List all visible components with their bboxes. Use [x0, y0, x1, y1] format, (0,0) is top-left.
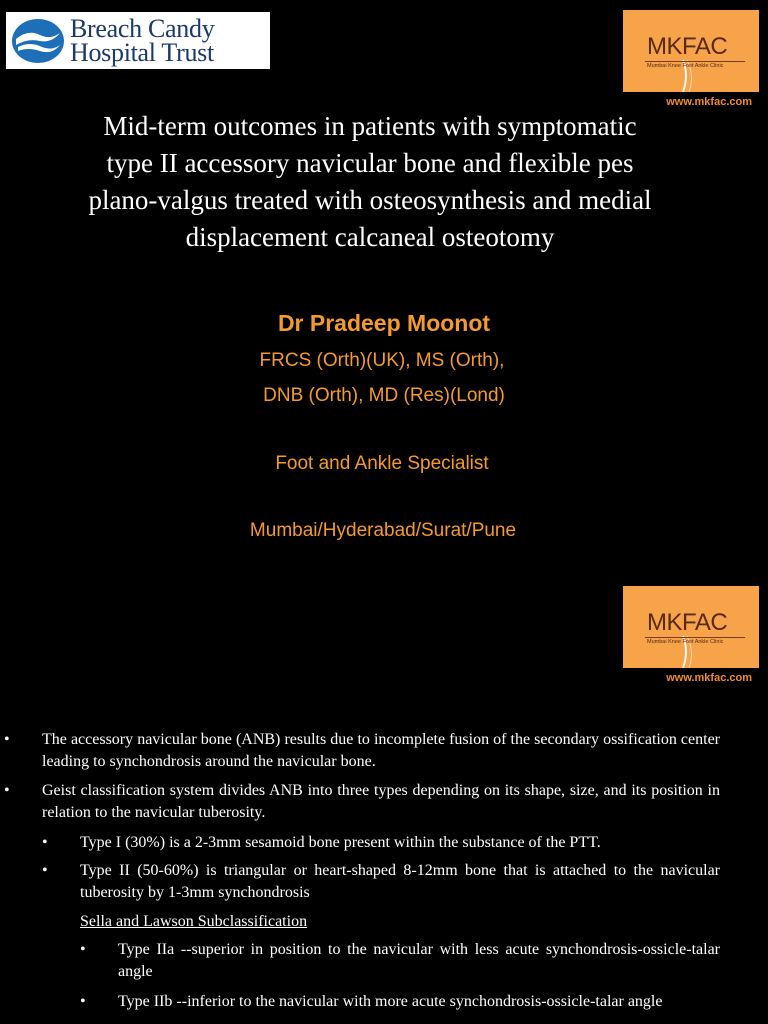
bullet-text: Type IIb --inferior to the navicular with more acute synchondrosis-ossicle-talar angle — [118, 993, 663, 1010]
presentation-title — [20, 108, 720, 256]
bullet-symbol: • — [42, 834, 48, 851]
title-line: displacement calcaneal osteotomy — [185, 222, 555, 252]
list-item — [80, 939, 720, 983]
breach-candy-logo — [6, 12, 270, 69]
website-link[interactable]: www.mkfac.com — [666, 672, 752, 684]
bullet-symbol: • — [4, 782, 10, 799]
website-link[interactable]: www.mkfac.com — [666, 96, 752, 108]
bullet-text: Geist classification system divides ANB into three types depending on its shape, size, and its position in relation to the navicular tuberosity. — [42, 782, 720, 821]
subclassification-heading: Sella and Lawson Subclassification — [80, 913, 308, 930]
mkfac-logo-subtitle: Mumbai Knee Foot Ankle Clinic — [647, 639, 724, 645]
mkfac-logo-divider — [645, 637, 745, 638]
hands-logo-icon — [6, 12, 70, 69]
list-item — [42, 832, 720, 854]
bullet-text: Type II (50-60%) is triangular or heart-shaped 8-12mm bone that is attached to the navicular tuberosity by 1-3mm synchondrosis — [80, 862, 720, 901]
bullet-text: Type IIa --superior in position to the navicular with less acute synchondrosis-ossicle-talar angle — [118, 941, 720, 980]
bullet-symbol: • — [4, 731, 10, 748]
mkfac-logo-name: MKFAC — [647, 609, 728, 636]
list-item — [4, 729, 720, 773]
title-line: plano-valgus treated with osteosynthesis and medial — [88, 185, 652, 215]
author-name: Dr Pradeep Moonot — [277, 310, 491, 336]
author-locations: Mumbai/Hyderabad/Surat/Pune — [249, 520, 517, 541]
mkfac-logo-divider — [645, 61, 745, 62]
hospital-name — [70, 13, 215, 67]
bullet-text: The accessory navicular bone (ANB) results due to incomplete fusion of the secondary ossification center leading to synchondrosis around the navicular bone. — [42, 731, 720, 770]
list-item — [80, 991, 720, 1013]
bullet-symbol: • — [42, 862, 48, 879]
mkfac-logo-name: MKFAC — [647, 33, 728, 60]
author-qualifications-line1: FRCS (Orth)(UK), MS (Orth), — [259, 350, 505, 371]
author-specialty: Foot and Ankle Specialist — [275, 453, 489, 474]
bullet-symbol: • — [80, 993, 86, 1010]
list-item — [4, 780, 720, 824]
mkfac-logo — [623, 586, 759, 668]
hospital-name-line2: Hospital Trust — [70, 37, 214, 67]
bullet-text: Type I (30%) is a 2-3mm sesamoid bone present within the substance of the PTT. — [80, 834, 601, 851]
mkfac-logo-subtitle: Mumbai Knee Foot Ankle Clinic — [647, 63, 724, 69]
bullet-symbol: • — [80, 941, 86, 958]
list-item — [42, 860, 720, 904]
content-slide — [0, 576, 768, 1024]
hospital-name-line1: Breach Candy — [70, 13, 215, 43]
title-line: Mid-term outcomes in patients with symptomatic — [103, 111, 637, 141]
author-qualifications-line2: DNB (Orth), MD (Res)(Lond) — [263, 385, 505, 406]
title-line: type II accessory navicular bone and flexible pes — [106, 148, 634, 178]
mkfac-logo — [623, 10, 759, 92]
